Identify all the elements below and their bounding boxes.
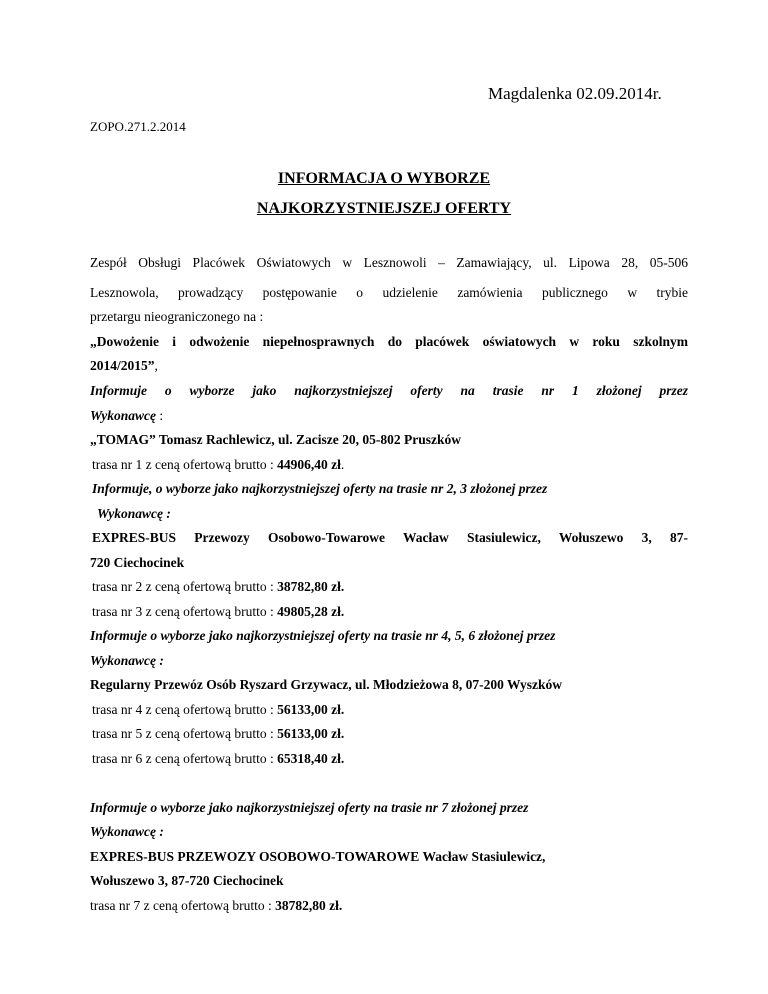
route-3-label: trasa nr 3 z ceną ofertową brutto : (92, 604, 278, 619)
route-3-price: 49805,28 zł. (277, 604, 345, 619)
section1-colon: : (156, 408, 164, 423)
route-4-label: trasa nr 4 z ceną ofertową brutto : (92, 702, 278, 717)
section2-contractor-line-1: EXPRES-BUS Przewozy Osobowo-Towarowe Wacław Stasiulewicz, Wołuszewo 3, 87- (92, 530, 688, 545)
section4-contractor-line-1: EXPRES-BUS PRZEWOZY OSOBOWO-TOWAROWE Wacław Stasiulewicz, (90, 849, 546, 864)
route-5-row (92, 726, 344, 742)
reference-number: ZOPO.271.2.2014 (90, 119, 186, 134)
route-5-label: trasa nr 5 z ceną ofertową brutto : (92, 726, 278, 741)
document-title-line-1: INFORMACJA O WYBORZE (277, 170, 491, 187)
section2-info-line-1: Informuje, o wyborze jako najkorzystniejszej oferty na trasie nr 2, 3 złożonej przez (92, 481, 548, 496)
route-4-price: 56133,00 zł. (277, 702, 345, 717)
section4-info-line-2: Wykonawcę : (90, 824, 164, 839)
route-6-price: 65318,40 zł. (277, 751, 345, 766)
intro-line-3: przetargu nieograniczonego na : (90, 309, 264, 324)
section3-info-line-2: Wykonawcę : (90, 653, 164, 668)
route-4-row (92, 702, 344, 718)
intro-line-2: Lesznowola, prowadzący postępowanie o udzielenie zamówienia publicznego w trybie (90, 285, 688, 300)
section3-info-line-1: Informuje o wyborze jako najkorzystniejszej oferty na trasie nr 4, 5, 6 złożonej przez (90, 628, 556, 643)
section1-info-line-1: Informuje o wyborze jako najkorzystniejszej oferty na trasie nr 1 złożonej przez (90, 383, 688, 398)
route-1-dot: . (340, 457, 345, 472)
route-2-label: trasa nr 2 z ceną ofertową brutto : (92, 579, 278, 594)
route-6-label: trasa nr 6 z ceną ofertową brutto : (92, 751, 278, 766)
route-7-price: 38782,80 zł. (275, 898, 343, 913)
section2-contractor-line-2: 720 Ciechocinek (90, 555, 185, 570)
route-1-label: trasa nr 1 z ceną ofertową brutto : (92, 457, 278, 472)
route-1-row (92, 457, 344, 473)
route-2-row (92, 579, 344, 595)
subject-line-2 (90, 358, 158, 374)
place-date: Magdalenka 02.09.2014r. (488, 84, 662, 103)
route-7-row (90, 898, 342, 914)
section1-info-line-2 (90, 408, 163, 424)
route-3-row (92, 604, 344, 620)
section4-info-line-1: Informuje o wyborze jako najkorzystniejszej oferty na trasie nr 7 złożonej przez (90, 800, 529, 815)
route-1-price: 44906,40 zł (277, 457, 341, 472)
route-2-price: 38782,80 zł. (277, 579, 345, 594)
section1-contractor-label: Wykonawcę (90, 408, 156, 423)
route-6-row (92, 751, 344, 767)
section1-contractor: „TOMAG” Tomasz Rachlewicz, ul. Zacisze 20, 05-802 Pruszków (90, 432, 461, 447)
intro-line-1: Zespół Obsługi Placówek Oświatowych w Lesznowoli – Zamawiający, ul. Lipowa 28, 05-506 (90, 255, 688, 270)
section4-contractor-line-2: Wołuszewo 3, 87-720 Ciechocinek (90, 873, 284, 888)
document-title-line-2: NAJKORZYSTNIEJSZEJ OFERTY (256, 200, 512, 217)
route-7-label: trasa nr 7 z ceną ofertową brutto : (90, 898, 276, 913)
subject-line-2-text: 2014/2015” (90, 358, 155, 373)
section2-info-line-2: Wykonawcę : (97, 506, 171, 521)
subject-comma: , (154, 358, 158, 373)
subject-line-1: „Dowożenie i odwożenie niepełnosprawnych do placówek oświatowych w roku szkolnym (90, 334, 688, 349)
route-5-price: 56133,00 zł. (277, 726, 345, 741)
section3-contractor: Regularny Przewóz Osób Ryszard Grzywacz, ul. Młodzieżowa 8, 07-200 Wyszków (90, 677, 562, 692)
